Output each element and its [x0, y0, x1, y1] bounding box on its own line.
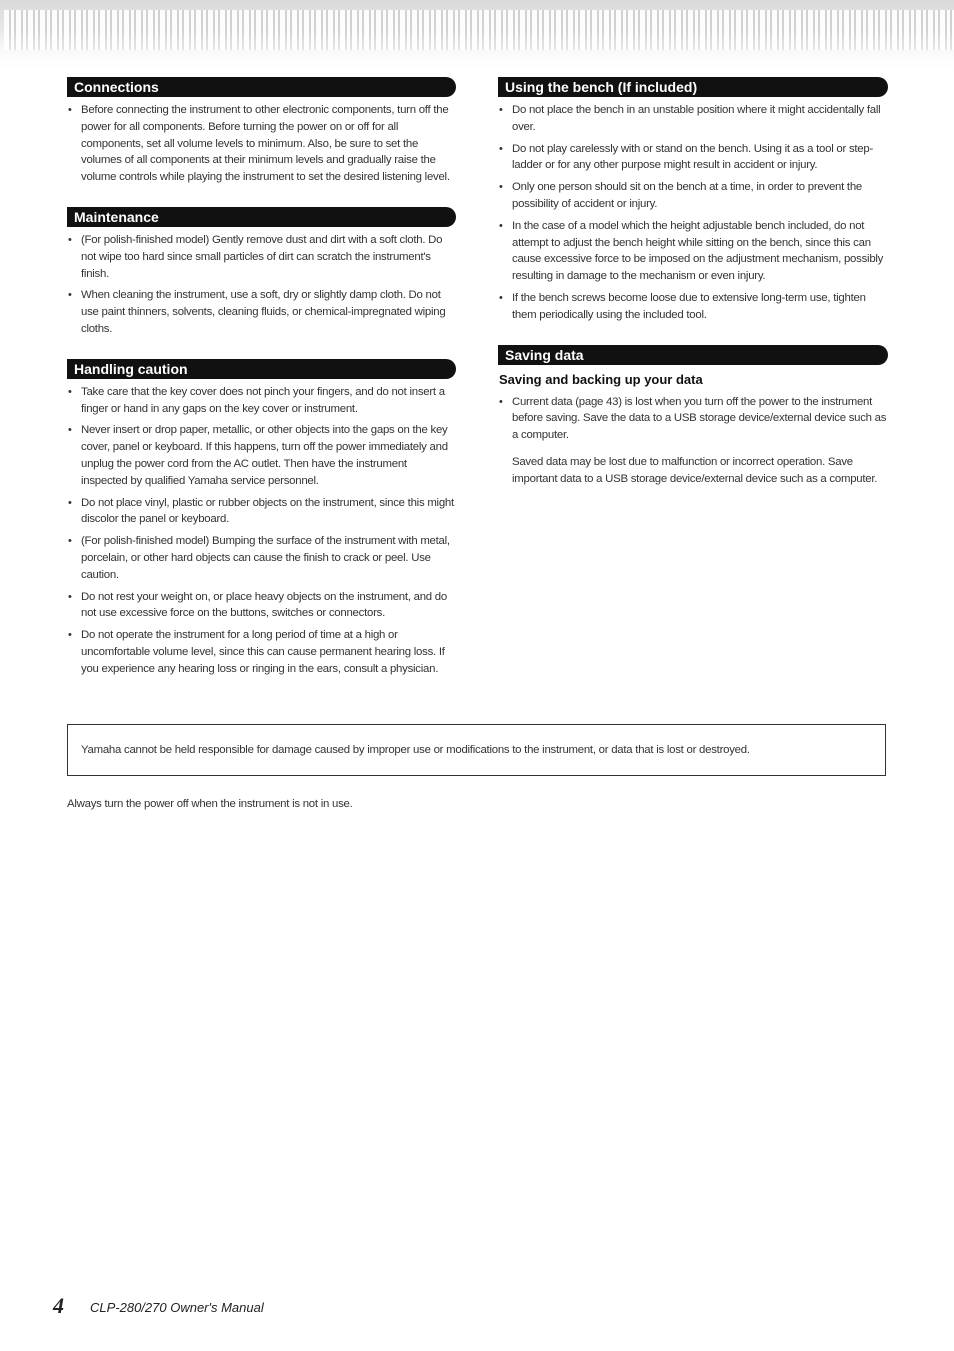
bullet-item: • Do not rest your weight on, or place heavy objects on the instrument, and do not use excessive force on the buttons, switches or connectors.: [68, 590, 447, 620]
bench-section: [498, 77, 888, 324]
bullet-item: • (For polish-finished model) Gently remove dust and dirt with a soft cloth. Do not wipe too hard since small particles of dirt can scratch the instrument's finish.: [68, 233, 443, 280]
saving-data-section: [498, 345, 888, 488]
bullet-item: • In the case of a model which the height adjustable bench included, do not attempt to adjust the bench height while sitting on the bench, since this can cause excessive force to be imposed on the adjustment mechanism, possibly resulting in damage to the mechanism or even injury.: [499, 219, 884, 283]
left-column: [67, 77, 456, 699]
bullet-icon: •: [68, 289, 72, 302]
bullet-icon: •: [68, 590, 72, 603]
bullet-icon: •: [68, 233, 72, 246]
bullet-icon: •: [68, 424, 72, 437]
bullet-icon: •: [499, 219, 503, 232]
bullet-item: • Current data (page 43) is lost when you turn off the power to the instrument before saving. Save the data to a USB storage device/external device such as a computer. Saved data may be lost due to malfunction or incorrect operation. Save important data to a USB storage device/external device such as a computer.: [498, 394, 888, 488]
maintenance-section: [67, 207, 456, 338]
bullet-icon: •: [68, 385, 72, 398]
bullet-item: • Only one person should sit on the bench at a time, in order to prevent the possibility of accident or injury.: [499, 181, 863, 210]
bullet-icon: •: [499, 142, 503, 155]
bullet-icon: •: [68, 535, 72, 548]
section-header: Maintenance: [67, 207, 456, 227]
disclaimer-text: Yamaha cannot be held responsible for damage caused by improper use or modifications to the instrument, or data that is lost or destroyed.: [81, 744, 750, 756]
bullet-icon: •: [499, 181, 503, 194]
bullet-icon: •: [499, 104, 503, 116]
bullet-item: • Never insert or drop paper, metallic, or other objects into the gaps on the key cover, panel or keyboard. If this happens, turn off the power immediately and unplug the power cord from the AC outlet. Then have the instrument inspected by qualified Yamaha service personnel.: [68, 424, 448, 487]
disclaimer-notice-box: [67, 724, 886, 776]
sub-heading: Saving and backing up your data: [499, 371, 703, 387]
bullet-item: • Do not play carelessly with or stand on the bench. Using it as a tool or step-ladder or for any other purpose might result in accident or injury.: [499, 142, 874, 172]
bullet-item: • Do not operate the instrument for a long period of time at a high or uncomfortable volume level, since this can cause permanent hearing loss. If you experience any hearing loss or ringing in the ears, consult a physician.: [68, 629, 445, 675]
bullet-icon: •: [68, 496, 72, 509]
power-off-note: Always turn the power off when the instrument is not in use.: [67, 798, 353, 810]
section-header: Saving data: [498, 345, 888, 365]
bullet-icon: •: [68, 104, 72, 116]
section-header: Handling caution: [67, 359, 456, 379]
bullet-icon: •: [499, 395, 503, 408]
saving-extra-paragraph: Saved data may be lost due to malfunction or incorrect operation. Save important data to a USB storage device/external device such as a computer.: [512, 455, 878, 485]
bullet-item: • Do not place vinyl, plastic or rubber objects on the instrument, since this might discolor the panel or keyboard.: [68, 496, 454, 526]
bullet-icon: •: [499, 291, 503, 304]
handling-caution-section: [67, 359, 456, 678]
bullet-icon: •: [68, 629, 72, 642]
bullet-item: • If the bench screws become loose due to extensive long-term use, tighten them periodically using the included tool.: [499, 291, 866, 321]
keyboard-header-banner: [0, 0, 954, 74]
bullet-item: • When cleaning the instrument, use a soft, dry or slightly damp cloth. Do not use paint thinners, solvents, cleaning fluids, or chemical-impregnated wiping cloths.: [68, 289, 446, 335]
connections-section: [67, 77, 456, 186]
bullet-item: • Before connecting the instrument to other electronic components, turn off the power for all components. Before turning the power on or off for all components, set all volume levels to minimum. Also, be sure to set the volumes of all components at their minimum levels and gradually raise the volume controls while playing the instrument to set the desired listening level.: [68, 104, 450, 184]
section-header: Connections: [67, 77, 456, 97]
bullet-item: • Do not place the bench in an unstable position where it might accidentally fall over.: [499, 104, 881, 133]
page-number: 4: [53, 1293, 64, 1318]
section-header: Using the bench (If included): [498, 77, 888, 97]
right-column: [498, 77, 888, 509]
bullet-item: • Take care that the key cover does not pinch your fingers, and do not insert a finger or hand in any gaps on the key cover or instrument.: [68, 385, 445, 415]
bullet-item: • (For polish-finished model) Bumping the surface of the instrument with metal, porcelain, or other hard objects can cause the finish to crack or peel. Use caution.: [68, 535, 450, 581]
manual-title: CLP-280/270 Owner's Manual: [90, 1300, 264, 1315]
